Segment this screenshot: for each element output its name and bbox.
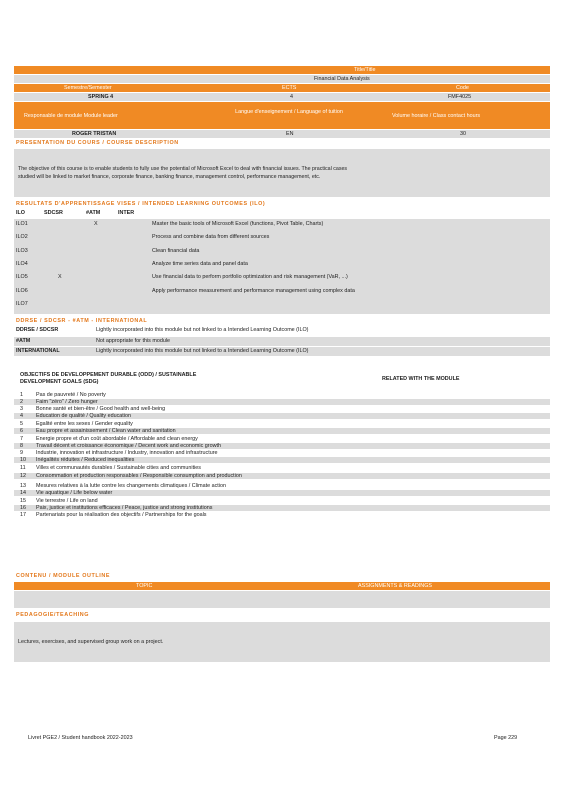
sdg-number: 9 xyxy=(20,450,23,456)
ilo-text: Master the basic tools of Microsoft Excel (functions, Pivot Table, Charts) xyxy=(152,221,324,227)
sdg-label: Egalité entre les sexes / Gender equality xyxy=(36,421,133,427)
semester-label: Semestre/Semester xyxy=(64,85,112,91)
sdg-row xyxy=(14,498,550,504)
ilo-text: Use financial data to perform portfolio optimization and risk management (VaR, ...) xyxy=(152,274,348,281)
content-box xyxy=(14,591,550,608)
ilo-row xyxy=(14,221,550,229)
presentation-line-1: The objective of this course is to enable students to fully use the potential of Microsoft Excel to deal with financial issues. The practical cases xyxy=(18,166,348,172)
content-topic-label: TOPIC xyxy=(136,583,153,589)
ilo-id: ILO7 xyxy=(16,300,28,307)
legend-key-3: INTERNATIONAL xyxy=(16,348,60,354)
volume-label: Volume horaire / Class contact hours xyxy=(392,113,481,119)
sdg-number: 17 xyxy=(20,512,26,518)
sdg-row xyxy=(14,490,550,496)
footer-left: Livret PGE2 / Student handbook 2022-2023 xyxy=(28,735,133,741)
sdg-row xyxy=(14,457,550,463)
title-value-row xyxy=(14,75,550,83)
content-title: CONTENU / MODULE OUTLINE xyxy=(16,573,111,579)
legend-val-2: Not appropriate for this module xyxy=(96,338,171,344)
ilo-header-row xyxy=(14,210,550,218)
code-label: Code xyxy=(456,85,469,91)
sdg-label: Villes et communautés durables / Sustainable cities and communities xyxy=(36,465,201,471)
sdg-label: Eau propre et assainissement / Clean water and sanitation xyxy=(36,428,176,434)
sdg-label: Faim "zéro" / Zero hunger xyxy=(36,399,98,405)
ilo-id: ILO1 xyxy=(16,221,28,227)
ilo-row xyxy=(14,261,550,269)
ilo-text: Process and combine data from different sources xyxy=(152,234,270,241)
legend-title: DDRSE / SDCSR - #ATM - INTERNATIONAL xyxy=(16,318,148,324)
sdg-number: 10 xyxy=(20,457,26,463)
ilo-id: ILO3 xyxy=(16,247,28,254)
sdg-row xyxy=(14,399,550,405)
pedagogy-box xyxy=(14,622,550,662)
sdg-number: 4 xyxy=(20,413,23,419)
sdg-label: Pas de pauvreté / No poverty xyxy=(36,392,106,398)
ilo-text: Analyze time series data and panel data xyxy=(152,260,248,267)
responsable-value-row xyxy=(14,130,550,138)
langue-label: Langue d'enseignement / Language of tuition xyxy=(235,109,343,115)
semester-value: SPRING 4 xyxy=(88,94,114,100)
sdg-label: Partenariats pour la réalisation des objectifs / Partnerships for the goals xyxy=(36,512,207,518)
content-assign-label: ASSIGNMENTS & READINGS xyxy=(358,583,432,589)
ilo-id: ILO2 xyxy=(16,234,28,241)
sdg-row xyxy=(14,465,550,471)
sdg-number: 3 xyxy=(20,406,23,412)
legend-row-2 xyxy=(14,337,550,346)
sdg-label: Mesures relatives à la lutte contre les changements climatiques / Climate action xyxy=(36,483,226,489)
sdg-number: 13 xyxy=(20,483,26,489)
ilo-text: Clean financial data xyxy=(152,247,200,254)
legend-row-1 xyxy=(14,327,550,335)
ilo-row xyxy=(14,301,550,309)
ilo-row xyxy=(14,248,550,256)
title-header-bar xyxy=(14,66,550,74)
sdg-label: Inégalités réduites / Reduced inequalities xyxy=(36,457,135,463)
sdg-row xyxy=(14,473,550,479)
sdg-number: 16 xyxy=(20,505,26,511)
sdg-label: Consommation et production responsables / Responsible consumption and production xyxy=(36,473,242,479)
responsable-label: Responsable de module Module leader xyxy=(24,113,118,119)
sdg-row xyxy=(14,413,550,419)
ilo-col-inter: INTER xyxy=(118,210,135,216)
sdg-number: 12 xyxy=(20,473,26,479)
legend-key-1: DDRSE / SDCSR xyxy=(16,327,59,333)
sdg-number: 7 xyxy=(20,436,23,442)
sdg-row xyxy=(14,421,550,427)
sdg-title-line-1: OBJECTIFS DE DEVELOPPEMENT DURABLE (ODD) / SUSTAINABLE xyxy=(20,372,197,378)
ilo-title: RESULTATS D'APPRENTISSAGE VISES / INTENDED LEARNING OUTCOMES (ILO) xyxy=(16,201,266,207)
sdg-number: 11 xyxy=(20,465,26,471)
ilo-row xyxy=(14,234,550,242)
legend-row-3 xyxy=(14,347,550,356)
langue-value: EN xyxy=(286,131,294,137)
module-title: Financial Data Analysis xyxy=(314,76,370,82)
sdg-row xyxy=(14,483,550,489)
title-label: Title/Title xyxy=(354,67,376,73)
sdg-row xyxy=(14,512,550,518)
legend-val-3: Lightly incorporated into this module but not linked to a Intended Learning Outcome (ILO) xyxy=(96,348,309,354)
sdg-number: 6 xyxy=(20,428,23,434)
sdg-label: Vie terrestre / Life on land xyxy=(36,498,98,504)
sdg-label: Energie propre et d'un coût abordable / Affordable and clean energy xyxy=(36,436,198,442)
sdg-label: Bonne santé et bien-être / Good health and well-being xyxy=(36,406,166,412)
content-header-row xyxy=(14,582,550,590)
ilo-id: ILO6 xyxy=(16,287,28,294)
ilo-col-atm: #ATM xyxy=(86,210,101,216)
ilo-row xyxy=(14,274,550,282)
sdg-row xyxy=(14,436,550,442)
pedagogy-title: PEDAGOGIE/TEACHING xyxy=(16,612,90,618)
sdg-number: 2 xyxy=(20,399,23,405)
ilo-col-sdcsr: SDCSR xyxy=(44,210,63,216)
presentation-box xyxy=(14,149,550,197)
sdg-related-label: RELATED WITH THE MODULE xyxy=(382,376,460,382)
presentation-line-2: studied will be linked to market finance, corporate finance, banking finance, management control, performance management, etc. xyxy=(18,174,321,180)
sdg-row xyxy=(14,406,550,412)
responsable-value: ROGER TRISTAN xyxy=(72,131,117,137)
sdg-label: Education de qualité / Quality education xyxy=(36,413,131,419)
ilo-col-ilo: ILO xyxy=(16,210,25,216)
sdg-label: Paix, justice et institutions efficaces / Peace, justice and strong institutions xyxy=(36,505,213,511)
semester-header-row xyxy=(14,84,550,92)
responsable-header-row xyxy=(14,102,550,129)
sdg-label: Vie aquatique / Life below water xyxy=(36,490,113,496)
sdg-row xyxy=(14,392,550,398)
ilo-id: ILO5 xyxy=(16,274,28,281)
ilo-id: ILO4 xyxy=(16,260,28,267)
sdg-label: Travail décent et croissance économique / Decent work and economic growth xyxy=(36,443,221,449)
sdg-title-line-2: DEVELOPMENT GOALS (SDG) xyxy=(20,379,99,385)
ects-value: 4 xyxy=(290,94,293,100)
ilo-row xyxy=(14,288,550,296)
sdg-row xyxy=(14,505,550,511)
sdg-number: 1 xyxy=(20,392,23,398)
sdg-row xyxy=(14,450,550,456)
volume-value: 30 xyxy=(460,131,466,137)
sdg-row xyxy=(14,428,550,434)
ilo-text: Apply performance measurement and performance management using complex data xyxy=(152,287,355,294)
ilo-atm-mark: X xyxy=(94,221,98,227)
sdg-number: 8 xyxy=(20,443,23,449)
semester-value-row xyxy=(14,93,550,101)
legend-key-2: #ATM xyxy=(16,338,31,344)
ects-label: ECTS xyxy=(282,85,297,91)
legend-val-1: Lightly incorporated into this module but not linked to a Intended Learning Outcome (ILO) xyxy=(96,327,309,333)
sdg-number: 5 xyxy=(20,421,23,427)
footer-page-number: Page 229 xyxy=(494,735,518,741)
sdg-label: Industrie, innovation et infrastructure / Industry, innovation and infrastructure xyxy=(36,450,218,456)
sdg-number: 14 xyxy=(20,490,26,496)
pedagogy-text: Lectures, exercises, and supervised group work on a project. xyxy=(18,639,164,645)
sdg-number: 15 xyxy=(20,498,26,504)
presentation-title: PRESENTATION DU COURS / COURSE DESCRIPTION xyxy=(16,140,179,146)
sdg-row xyxy=(14,443,550,449)
code-value: FMF4025 xyxy=(448,94,472,100)
ilo-sdcsr-mark: X xyxy=(58,274,62,281)
